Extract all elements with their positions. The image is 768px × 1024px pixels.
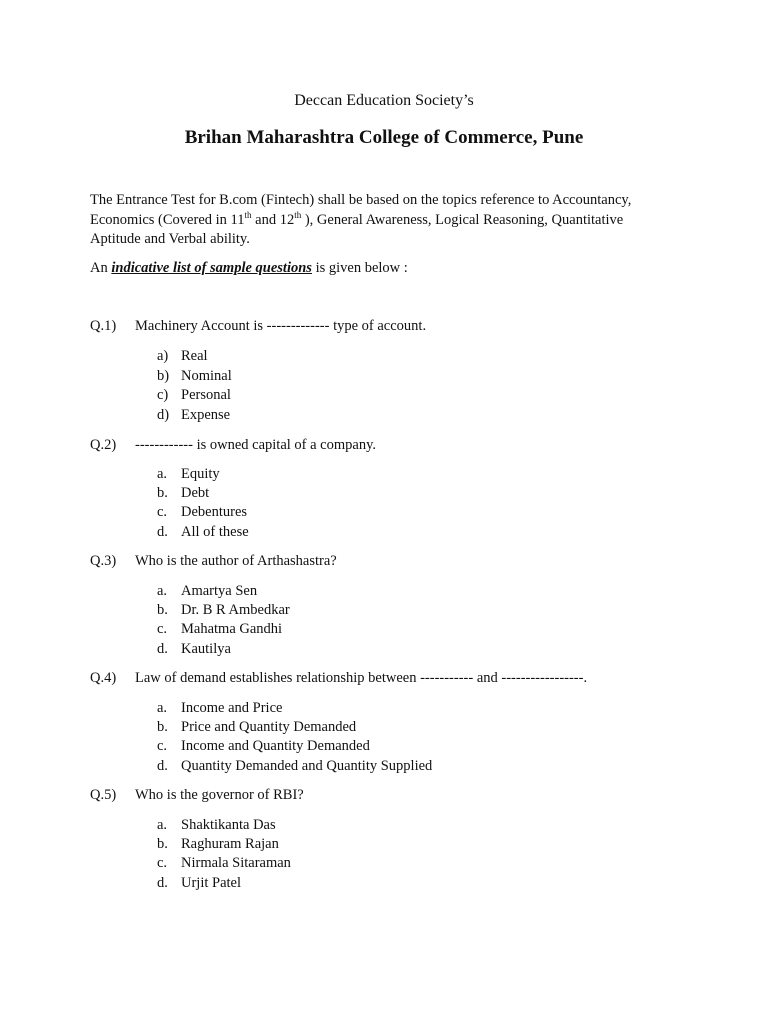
society-name: Deccan Education Society’s xyxy=(294,92,474,109)
option-text: Urjit Patel xyxy=(181,875,242,891)
intro-line-2-end: ), General Awareness, Logical Reasoning, Quantitative xyxy=(301,211,624,228)
option-text: Quantity Demanded and Quantity Supplied xyxy=(181,758,433,774)
option-text: Debentures xyxy=(181,504,248,520)
option-label: a. xyxy=(157,700,168,716)
intro-line-2 xyxy=(90,211,690,231)
option-label: b. xyxy=(157,719,168,735)
question-text: Who is the governor of RBI? xyxy=(135,787,304,803)
question-text: Machinery Account is ------------- type of account. xyxy=(135,318,427,334)
option-text: Amartya Sen xyxy=(181,583,258,599)
option-label: b) xyxy=(157,368,170,384)
option-text: Price and Quantity Demanded xyxy=(181,719,357,735)
option-label: d. xyxy=(157,875,168,891)
intro-line-1: The Entrance Test for B.com (Fintech) shall be based on the topics reference to Accountancy, xyxy=(90,192,632,208)
question-text: ------------ is owned capital of a company. xyxy=(135,437,377,453)
option-label: c. xyxy=(157,504,168,520)
option-label: b. xyxy=(157,836,168,852)
option-label: b. xyxy=(157,602,168,618)
option-label: c. xyxy=(157,738,168,754)
option-label: d. xyxy=(157,758,168,774)
intro-paragraph xyxy=(90,191,690,250)
option-label: d. xyxy=(157,524,168,540)
option-label: c) xyxy=(157,387,169,403)
option-text: Raghuram Rajan xyxy=(181,836,279,852)
option-label: a. xyxy=(157,466,168,482)
option-label: c. xyxy=(157,621,168,637)
question-number: Q.5) xyxy=(90,787,117,803)
option-label: d) xyxy=(157,407,170,423)
indicative-highlight: indicative list of sample questions xyxy=(111,260,312,276)
option-text: Mahatma Gandhi xyxy=(181,621,283,637)
question-text: Who is the author of Arthashastra? xyxy=(135,553,337,569)
option-label: d. xyxy=(157,641,168,657)
option-text: Personal xyxy=(181,387,231,403)
option-text: Dr. B R Ambedkar xyxy=(181,602,290,618)
option-label: a. xyxy=(157,583,168,599)
indicative-suffix: is given below : xyxy=(311,260,408,276)
option-text: Income and Price xyxy=(181,700,283,716)
question-text: Law of demand establishes relationship between ----------- and -----------------. xyxy=(135,670,588,686)
option-text: All of these xyxy=(181,524,249,540)
question-number: Q.2) xyxy=(90,437,117,453)
intro-line-2-start: Economics (Covered in 11 xyxy=(90,211,245,228)
college-title: Brihan Maharashtra College of Commerce, Pune xyxy=(184,127,584,148)
intro-line-3: Aptitude and Verbal ability. xyxy=(90,231,250,247)
question-number: Q.3) xyxy=(90,553,117,569)
option-text: Nirmala Sitaraman xyxy=(181,855,291,871)
option-text: Income and Quantity Demanded xyxy=(181,738,370,754)
superscript-th-1: th xyxy=(244,209,252,220)
option-text: Kautilya xyxy=(181,641,231,657)
option-label: b. xyxy=(157,485,168,501)
option-label: a. xyxy=(157,817,168,833)
option-text: Real xyxy=(181,348,208,364)
option-text: Debt xyxy=(181,485,210,501)
indicative-line xyxy=(90,260,408,277)
intro-line-2-mid: and 12 xyxy=(251,211,295,228)
option-text: Nominal xyxy=(181,368,232,384)
option-text: Expense xyxy=(181,407,231,423)
option-label: a) xyxy=(157,348,169,364)
question-number: Q.4) xyxy=(90,670,117,686)
indicative-prefix: An xyxy=(90,260,112,276)
option-text: Shaktikanta Das xyxy=(181,817,276,833)
option-label: c. xyxy=(157,855,168,871)
option-text: Equity xyxy=(181,466,220,482)
question-number: Q.1) xyxy=(90,318,117,334)
superscript-th-2: th xyxy=(294,209,302,220)
